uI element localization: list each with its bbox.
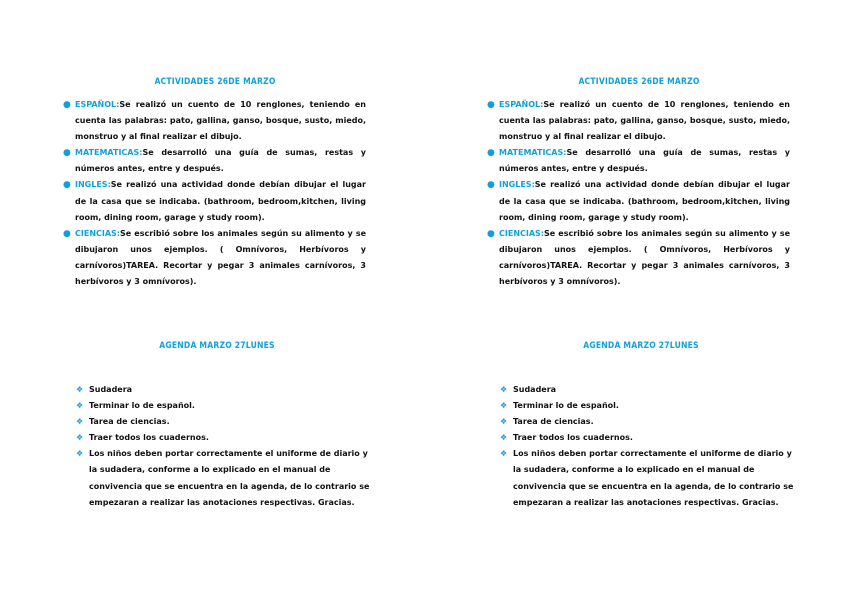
list-item <box>76 382 376 398</box>
activity-text: Se desarrolló una guía de sumas, restas y números antes, entre y después. <box>75 148 366 174</box>
list-item <box>500 414 800 430</box>
list-item <box>60 177 366 225</box>
diamond-bullet-icon: ❖ <box>500 401 508 411</box>
activities-list <box>484 97 790 290</box>
diamond-bullet-icon: ❖ <box>500 385 508 394</box>
agenda-text: Traer todos los cuadernos. <box>513 433 633 443</box>
activities-title: ACTIVIDADES 26DE MARZO <box>578 77 700 87</box>
agenda-list <box>500 382 800 511</box>
diamond-bullet-icon: ❖ <box>500 417 508 427</box>
agenda-text: Tarea de ciencias. <box>89 417 170 427</box>
diamond-bullet-icon: ❖ <box>76 449 84 459</box>
list-item <box>60 97 366 145</box>
subject-label: ESPAÑOL: <box>75 100 120 109</box>
agenda-title: AGENDA MARZO 27LUNES <box>159 341 275 351</box>
agenda-text: Los niños deben portar correctamente el uniforme de diario y la sudadera, conforme a lo explicado en el manual de convivencia que se encuentra en la agenda, de lo contrario se empezaran a realizar las anotaciones respectivas. Gracias. <box>89 449 370 507</box>
bullet-dot-icon: ● <box>63 100 71 110</box>
subject-label: INGLES: <box>499 180 535 190</box>
activity-text: Se escribió sobre los animales según su alimento y se dibujaron unos ejemplos. ( Omnívoros, Herbívoros y carnívoros)TAREA. Recortar y pegar 3 animales carnívoros, 3 herbívoros y 3 omnívoros). <box>499 228 790 287</box>
list-item <box>500 398 800 414</box>
agenda-list <box>76 382 376 511</box>
agenda-text: Sudadera <box>513 385 557 394</box>
activities-title: ACTIVIDADES 26DE MARZO <box>154 77 276 87</box>
list-item <box>484 145 790 177</box>
bullet-dot-icon: ● <box>487 228 495 239</box>
activity-text: Se realizó un cuento de 10 renglones, teniendo en cuenta las palabras: pato, gallina, ganso, bosque, susto, miedo, monstruo y al final realizar el dibujo. <box>75 100 366 142</box>
activity-text: Se desarrolló una guía de sumas, restas y números antes, entre y después. <box>499 148 790 174</box>
diamond-bullet-icon: ❖ <box>76 417 84 427</box>
diamond-bullet-icon: ❖ <box>500 433 508 443</box>
list-item <box>76 398 376 414</box>
activity-text: Se escribió sobre los animales según su alimento y se dibujaron unos ejemplos. ( Omnívoros, Herbívoros y carnívoros)TAREA. Recortar y pegar 3 animales carnívoros, 3 herbívoros y 3 omnívoros). <box>75 228 366 287</box>
bullet-dot-icon: ● <box>487 148 495 159</box>
bullet-dot-icon: ● <box>487 100 495 110</box>
subject-label: INGLES: <box>75 180 111 190</box>
diamond-bullet-icon: ❖ <box>76 433 84 443</box>
list-item <box>60 145 366 177</box>
list-item <box>484 177 790 225</box>
list-item <box>60 226 366 290</box>
subject-label: ESPAÑOL: <box>499 100 544 109</box>
bullet-dot-icon: ● <box>63 180 71 191</box>
agenda-text: Los niños deben portar correctamente el uniforme de diario y la sudadera, conforme a lo explicado en el manual de convivencia que se encuentra en la agenda, de lo contrario se empezaran a realizar las anotaciones respectivas. Gracias. <box>513 449 794 507</box>
list-item <box>500 430 800 446</box>
bullet-dot-icon: ● <box>487 180 495 191</box>
activity-text: Se realizó una actividad donde debían dibujar el lugar de la casa que se indicaba. (bathroom, bedroom,kitchen, living room, dining room, garage y study room). <box>75 180 366 222</box>
subject-label: MATEMATICAS: <box>75 148 143 158</box>
activities-list <box>60 97 366 290</box>
list-item <box>76 430 376 446</box>
list-item <box>76 414 376 430</box>
bullet-dot-icon: ● <box>63 148 71 159</box>
list-item <box>484 226 790 290</box>
subject-label: MATEMATICAS: <box>499 148 567 158</box>
bullet-dot-icon: ● <box>63 228 71 239</box>
agenda-text: Sudadera <box>89 385 133 394</box>
agenda-text: Traer todos los cuadernos. <box>89 433 209 443</box>
agenda-title: AGENDA MARZO 27LUNES <box>583 341 699 351</box>
list-item <box>500 382 800 398</box>
subject-label: CIENCIAS: <box>75 228 121 238</box>
diamond-bullet-icon: ❖ <box>76 401 84 411</box>
agenda-text: Terminar lo de español. <box>513 401 619 411</box>
list-item <box>500 446 800 510</box>
agenda-text: Terminar lo de español. <box>89 401 195 411</box>
activity-text: Se realizó una actividad donde debían dibujar el lugar de la casa que se indicaba. (bathroom, bedroom,kitchen, living room, dining room, garage y study room). <box>499 180 790 222</box>
diamond-bullet-icon: ❖ <box>500 449 508 459</box>
subject-label: CIENCIAS: <box>499 228 545 238</box>
list-item <box>76 446 376 510</box>
diamond-bullet-icon: ❖ <box>76 385 84 394</box>
agenda-text: Tarea de ciencias. <box>513 417 594 427</box>
list-item <box>484 97 790 145</box>
activity-text: Se realizó un cuento de 10 renglones, teniendo en cuenta las palabras: pato, gallina, ganso, bosque, susto, miedo, monstruo y al final realizar el dibujo. <box>499 100 790 142</box>
